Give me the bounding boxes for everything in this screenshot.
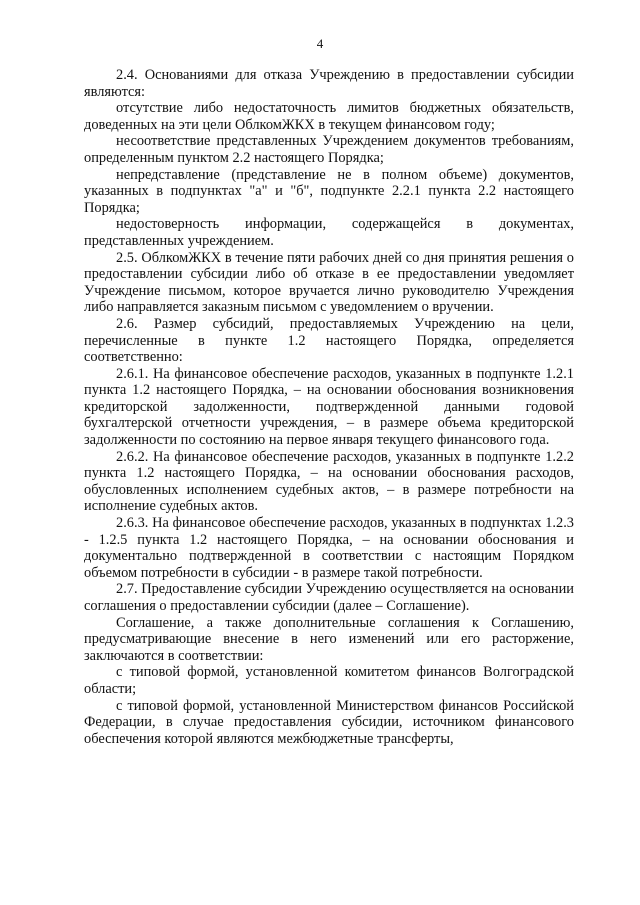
paragraph: 2.6.3. На финансовое обеспечение расходов, указанных в подпунктах 1.2.3 - 1.2.5 пункта 1.2 настоящего Порядка, – на основании обоснования и документально подтвержденной в соответствии с настоящим Порядком объемом потребности в субсидии - в размере такой потребности. bbox=[84, 515, 574, 581]
paragraph: 2.4. Основаниями для отказа Учреждению в предоставлении субсидии являются: bbox=[84, 67, 574, 100]
paragraph: с типовой формой, установленной комитетом финансов Волгоградской области; bbox=[84, 664, 574, 697]
paragraph: 2.6.2. На финансовое обеспечение расходов, указанных в подпункте 1.2.2 пункта 1.2 настоящего Порядка, – на основании обоснования расходов, обусловленных исполнением судебных актов, – в размере потребности на исполнение судебных актов. bbox=[84, 448, 574, 515]
paragraph: 2.7. Предоставление субсидии Учреждению осуществляется на основании соглашения о предоставлении субсидии (далее – Соглашение). bbox=[84, 581, 574, 614]
paragraph: с типовой формой, установленной Министерством финансов Российской Федерации, в случае предоставления субсидии, источником финансового обеспечения которой являются межбюджетные трансферты, bbox=[84, 697, 574, 747]
paragraph: непредставление (представление не в полном объеме) документов, указанных в подпунктах "а" и "б", подпункте 2.2.1 пункта 2.2 настоящего Порядка; bbox=[84, 166, 574, 216]
document-body bbox=[84, 67, 574, 747]
paragraph: несоответствие представленных Учреждением документов требованиям, определенным пунктом 2.2 настоящего Порядка; bbox=[84, 133, 574, 166]
paragraph: отсутствие либо недостаточность лимитов бюджетных обязательств, доведенных на эти цели ОблкомЖКХ в текущем финансовом году; bbox=[84, 100, 574, 133]
paragraph: Соглашение, а также дополнительные соглашения к Соглашению, предусматривающие внесение в него изменений или его расторжение, заключаются в соответствии: bbox=[84, 614, 574, 664]
paragraph: недостоверность информации, содержащейся в документах, представленных учреждением. bbox=[84, 216, 574, 249]
paragraph: 2.6. Размер субсидий, предоставляемых Учреждению на цели, перечисленные в пункте 1.2 настоящего Порядка, определяется соответственно: bbox=[84, 315, 574, 366]
paragraph: 2.6.1. На финансовое обеспечение расходов, указанных в подпункте 1.2.1 пункта 1.2 настоящего Порядка, – на основании обоснования возникновения кредиторской задолженности, подтвержденной данными годовой бухгалтерской отчетности учреждения, – в размере объема кредиторской задолженности по состоянию на первое января текущего финансового года. bbox=[84, 365, 574, 449]
paragraph: 2.5. ОблкомЖКХ в течение пяти рабочих дней со дня принятия решения о предоставлении субсидии либо об отказе в ее предоставлении уведомляет Учреждение письмом, которое вручается лично руководителю Учреждения либо направляется заказным письмом с уведомлением о вручении. bbox=[84, 249, 574, 316]
page-number: 4 bbox=[316, 36, 324, 51]
